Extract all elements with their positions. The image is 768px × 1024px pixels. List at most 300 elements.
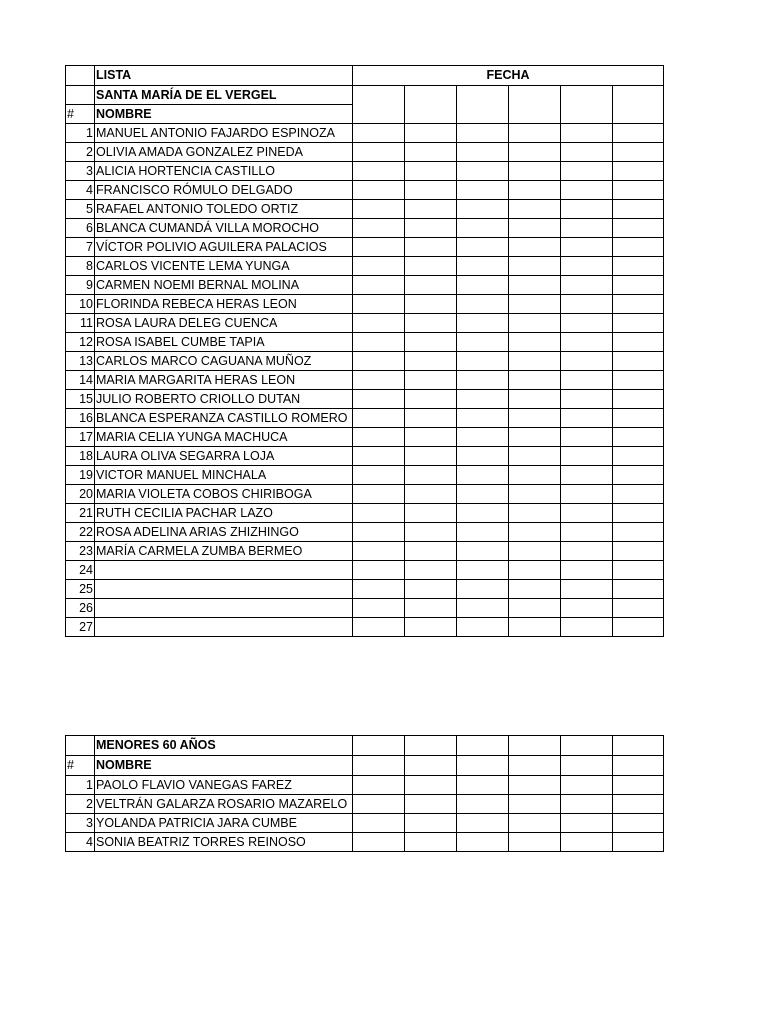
date-cell[interactable] bbox=[405, 561, 457, 580]
date-cell[interactable] bbox=[353, 485, 405, 504]
date-cell[interactable] bbox=[509, 86, 561, 124]
date-cell[interactable] bbox=[509, 833, 561, 852]
date-cell[interactable] bbox=[457, 295, 509, 314]
date-cell[interactable] bbox=[561, 162, 613, 181]
person-name: MANUEL ANTONIO FAJARDO ESPINOZA bbox=[95, 124, 353, 143]
date-cell[interactable] bbox=[613, 371, 664, 390]
date-cell[interactable] bbox=[613, 295, 664, 314]
date-cell[interactable] bbox=[457, 814, 509, 833]
date-cell[interactable] bbox=[457, 409, 509, 428]
date-cell[interactable] bbox=[353, 599, 405, 618]
date-cell[interactable] bbox=[561, 238, 613, 257]
date-cell[interactable] bbox=[405, 756, 457, 776]
date-cell[interactable] bbox=[509, 352, 561, 371]
date-cell[interactable] bbox=[613, 200, 664, 219]
date-cell[interactable] bbox=[509, 409, 561, 428]
table-row bbox=[66, 143, 664, 162]
date-cell[interactable] bbox=[613, 618, 664, 637]
person-name bbox=[95, 618, 353, 637]
row-number: 2 bbox=[66, 795, 95, 814]
date-cell[interactable] bbox=[353, 390, 405, 409]
date-cell[interactable] bbox=[353, 756, 405, 776]
date-cell[interactable] bbox=[561, 580, 613, 599]
date-cell[interactable] bbox=[613, 162, 664, 181]
date-cell[interactable] bbox=[561, 756, 613, 776]
date-cell[interactable] bbox=[405, 599, 457, 618]
date-cell[interactable] bbox=[353, 276, 405, 295]
date-cell[interactable] bbox=[561, 542, 613, 561]
date-cell[interactable] bbox=[509, 428, 561, 447]
row-number: 3 bbox=[66, 162, 95, 181]
person-name: ROSA LAURA DELEG CUENCA bbox=[95, 314, 353, 333]
person-name: VELTRÁN GALARZA ROSARIO MAZARELO bbox=[95, 795, 353, 814]
name-column-header: NOMBRE bbox=[95, 105, 353, 124]
date-cell[interactable] bbox=[405, 390, 457, 409]
row-number: 17 bbox=[66, 428, 95, 447]
date-cell[interactable] bbox=[509, 371, 561, 390]
table-row bbox=[66, 219, 664, 238]
table-row bbox=[66, 523, 664, 542]
date-cell[interactable] bbox=[561, 257, 613, 276]
date-cell[interactable] bbox=[405, 795, 457, 814]
blank-cell bbox=[66, 736, 95, 756]
person-name: FRANCISCO RÓMULO DELGADO bbox=[95, 181, 353, 200]
date-cell[interactable] bbox=[561, 276, 613, 295]
date-cell[interactable] bbox=[457, 143, 509, 162]
date-cell[interactable] bbox=[613, 124, 664, 143]
date-cell[interactable] bbox=[457, 181, 509, 200]
date-cell[interactable] bbox=[405, 542, 457, 561]
group-title: MENORES 60 AÑOS bbox=[95, 736, 353, 756]
row-number: 6 bbox=[66, 219, 95, 238]
date-cell[interactable] bbox=[353, 523, 405, 542]
date-cell[interactable] bbox=[353, 371, 405, 390]
date-cell[interactable] bbox=[613, 599, 664, 618]
date-cell[interactable] bbox=[613, 352, 664, 371]
row-number: 4 bbox=[66, 181, 95, 200]
date-cell[interactable] bbox=[353, 200, 405, 219]
date-cell[interactable] bbox=[561, 86, 613, 124]
date-cell[interactable] bbox=[353, 580, 405, 599]
date-cell[interactable] bbox=[509, 523, 561, 542]
date-cell[interactable] bbox=[353, 776, 405, 795]
row-number: 20 bbox=[66, 485, 95, 504]
person-name: OLIVIA AMADA GONZALEZ PINEDA bbox=[95, 143, 353, 162]
date-cell[interactable] bbox=[457, 736, 509, 756]
date-cell[interactable] bbox=[457, 485, 509, 504]
row-number: 12 bbox=[66, 333, 95, 352]
date-cell[interactable] bbox=[353, 295, 405, 314]
date-cell[interactable] bbox=[509, 276, 561, 295]
date-cell[interactable] bbox=[613, 238, 664, 257]
date-cell[interactable] bbox=[509, 238, 561, 257]
date-cell[interactable] bbox=[561, 447, 613, 466]
date-cell[interactable] bbox=[405, 618, 457, 637]
table-row bbox=[66, 504, 664, 523]
table-row bbox=[66, 257, 664, 276]
attendance-table-body bbox=[66, 66, 664, 637]
date-cell[interactable] bbox=[353, 409, 405, 428]
date-cell[interactable] bbox=[405, 504, 457, 523]
table-row bbox=[66, 833, 664, 852]
date-cell[interactable] bbox=[353, 504, 405, 523]
date-cell[interactable] bbox=[613, 580, 664, 599]
date-cell[interactable] bbox=[561, 428, 613, 447]
date-cell[interactable] bbox=[509, 580, 561, 599]
date-cell[interactable] bbox=[405, 219, 457, 238]
name-column-header: NOMBRE bbox=[95, 756, 353, 776]
date-cell[interactable] bbox=[509, 314, 561, 333]
date-cell[interactable] bbox=[457, 276, 509, 295]
date-cell[interactable] bbox=[405, 295, 457, 314]
person-name bbox=[95, 599, 353, 618]
date-cell[interactable] bbox=[509, 599, 561, 618]
date-cell[interactable] bbox=[509, 447, 561, 466]
date-cell[interactable] bbox=[509, 795, 561, 814]
date-cell[interactable] bbox=[561, 295, 613, 314]
date-cell[interactable] bbox=[613, 314, 664, 333]
date-cell[interactable] bbox=[561, 485, 613, 504]
date-cell[interactable] bbox=[613, 466, 664, 485]
date-cell[interactable] bbox=[353, 238, 405, 257]
row-number: 13 bbox=[66, 352, 95, 371]
date-cell[interactable] bbox=[613, 485, 664, 504]
row-number: 4 bbox=[66, 833, 95, 852]
person-name: ROSA ADELINA ARIAS ZHIZHINGO bbox=[95, 523, 353, 542]
date-cell[interactable] bbox=[457, 523, 509, 542]
blank-cell bbox=[66, 86, 95, 105]
date-cell[interactable] bbox=[509, 257, 561, 276]
date-cell[interactable] bbox=[613, 833, 664, 852]
date-cell[interactable] bbox=[353, 162, 405, 181]
date-cell[interactable] bbox=[353, 428, 405, 447]
date-cell[interactable] bbox=[613, 561, 664, 580]
date-cell[interactable] bbox=[457, 200, 509, 219]
date-cell[interactable] bbox=[613, 504, 664, 523]
date-cell[interactable] bbox=[613, 776, 664, 795]
date-cell[interactable] bbox=[353, 333, 405, 352]
date-cell[interactable] bbox=[509, 776, 561, 795]
date-cell[interactable] bbox=[509, 390, 561, 409]
date-cell[interactable] bbox=[457, 756, 509, 776]
row-number: 22 bbox=[66, 523, 95, 542]
person-name: MARIA MARGARITA HERAS LEON bbox=[95, 371, 353, 390]
date-cell[interactable] bbox=[353, 219, 405, 238]
date-cell[interactable] bbox=[353, 542, 405, 561]
date-cell[interactable] bbox=[405, 833, 457, 852]
date-cell[interactable] bbox=[353, 736, 405, 756]
date-cell[interactable] bbox=[561, 409, 613, 428]
date-cell[interactable] bbox=[457, 466, 509, 485]
date-cell[interactable] bbox=[561, 352, 613, 371]
row-number: 27 bbox=[66, 618, 95, 637]
row-number: 1 bbox=[66, 776, 95, 795]
corner-cell bbox=[66, 66, 95, 86]
date-cell[interactable] bbox=[509, 756, 561, 776]
date-cell[interactable] bbox=[509, 124, 561, 143]
date-header: FECHA bbox=[353, 66, 664, 86]
date-cell[interactable] bbox=[561, 618, 613, 637]
group-title: SANTA MARÍA DE EL VERGEL bbox=[95, 86, 353, 105]
date-cell[interactable] bbox=[457, 447, 509, 466]
date-cell[interactable] bbox=[405, 736, 457, 756]
person-name: YOLANDA PATRICIA JARA CUMBE bbox=[95, 814, 353, 833]
table-row bbox=[66, 561, 664, 580]
date-cell[interactable] bbox=[353, 618, 405, 637]
date-cell[interactable] bbox=[561, 390, 613, 409]
date-cell[interactable] bbox=[457, 314, 509, 333]
row-number: 23 bbox=[66, 542, 95, 561]
table-row bbox=[66, 200, 664, 219]
date-cell[interactable] bbox=[457, 561, 509, 580]
row-number: 8 bbox=[66, 257, 95, 276]
date-cell[interactable] bbox=[457, 371, 509, 390]
date-cell[interactable] bbox=[353, 352, 405, 371]
table-row bbox=[66, 776, 664, 795]
person-name: VICTOR MANUEL MINCHALA bbox=[95, 466, 353, 485]
group-title-row bbox=[66, 736, 664, 756]
date-cell[interactable] bbox=[509, 295, 561, 314]
date-cell[interactable] bbox=[613, 542, 664, 561]
date-cell[interactable] bbox=[561, 599, 613, 618]
date-cell[interactable] bbox=[353, 447, 405, 466]
date-cell[interactable] bbox=[509, 485, 561, 504]
table-row bbox=[66, 428, 664, 447]
column-header-row bbox=[66, 756, 664, 776]
date-cell[interactable] bbox=[457, 599, 509, 618]
person-name: RUTH CECILIA PACHAR LAZO bbox=[95, 504, 353, 523]
person-name: FLORINDA REBECA HERAS LEON bbox=[95, 295, 353, 314]
date-cell[interactable] bbox=[405, 200, 457, 219]
date-cell[interactable] bbox=[457, 86, 509, 124]
number-column-header: # bbox=[66, 105, 95, 124]
date-cell[interactable] bbox=[405, 124, 457, 143]
table-row bbox=[66, 485, 664, 504]
date-cell[interactable] bbox=[561, 814, 613, 833]
date-cell[interactable] bbox=[509, 561, 561, 580]
date-cell[interactable] bbox=[613, 181, 664, 200]
table-row bbox=[66, 314, 664, 333]
date-cell[interactable] bbox=[405, 776, 457, 795]
row-number: 11 bbox=[66, 314, 95, 333]
date-cell[interactable] bbox=[509, 143, 561, 162]
date-cell[interactable] bbox=[353, 143, 405, 162]
date-cell[interactable] bbox=[457, 504, 509, 523]
attendance-table-menores-60 bbox=[65, 735, 664, 852]
table-row bbox=[66, 333, 664, 352]
date-cell[interactable] bbox=[457, 580, 509, 599]
date-cell[interactable] bbox=[353, 124, 405, 143]
row-number: 16 bbox=[66, 409, 95, 428]
date-cell[interactable] bbox=[561, 219, 613, 238]
date-cell[interactable] bbox=[561, 561, 613, 580]
person-name: CARMEN NOEMI BERNAL MOLINA bbox=[95, 276, 353, 295]
date-cell[interactable] bbox=[457, 219, 509, 238]
date-cell[interactable] bbox=[561, 333, 613, 352]
row-number: 24 bbox=[66, 561, 95, 580]
date-cell[interactable] bbox=[353, 466, 405, 485]
date-cell[interactable] bbox=[353, 814, 405, 833]
date-cell[interactable] bbox=[613, 86, 664, 124]
date-cell[interactable] bbox=[405, 580, 457, 599]
table-row bbox=[66, 276, 664, 295]
date-cell[interactable] bbox=[509, 333, 561, 352]
date-cell[interactable] bbox=[509, 162, 561, 181]
date-cell[interactable] bbox=[353, 561, 405, 580]
date-cell[interactable] bbox=[405, 314, 457, 333]
date-cell[interactable] bbox=[405, 371, 457, 390]
date-cell[interactable] bbox=[405, 466, 457, 485]
table-row bbox=[66, 371, 664, 390]
date-cell[interactable] bbox=[509, 200, 561, 219]
date-cell[interactable] bbox=[613, 447, 664, 466]
date-cell[interactable] bbox=[561, 371, 613, 390]
date-cell[interactable] bbox=[613, 390, 664, 409]
date-cell[interactable] bbox=[613, 143, 664, 162]
table-row bbox=[66, 795, 664, 814]
date-cell[interactable] bbox=[405, 485, 457, 504]
date-cell[interactable] bbox=[405, 86, 457, 124]
table-row bbox=[66, 814, 664, 833]
date-cell[interactable] bbox=[561, 504, 613, 523]
date-cell[interactable] bbox=[561, 795, 613, 814]
person-name: MARIA CELIA YUNGA MACHUCA bbox=[95, 428, 353, 447]
date-cell[interactable] bbox=[405, 409, 457, 428]
table-row bbox=[66, 542, 664, 561]
person-name bbox=[95, 561, 353, 580]
date-cell[interactable] bbox=[613, 756, 664, 776]
date-cell[interactable] bbox=[457, 238, 509, 257]
table-row bbox=[66, 162, 664, 181]
table-row bbox=[66, 352, 664, 371]
date-cell[interactable] bbox=[613, 276, 664, 295]
date-cell[interactable] bbox=[509, 504, 561, 523]
attendance-table-santa-maria bbox=[65, 65, 664, 637]
row-number: 26 bbox=[66, 599, 95, 618]
row-number: 5 bbox=[66, 200, 95, 219]
table-row bbox=[66, 618, 664, 637]
date-cell[interactable] bbox=[613, 333, 664, 352]
table-row bbox=[66, 447, 664, 466]
date-cell[interactable] bbox=[405, 352, 457, 371]
table-row bbox=[66, 466, 664, 485]
date-cell[interactable] bbox=[613, 736, 664, 756]
date-cell[interactable] bbox=[509, 219, 561, 238]
date-cell[interactable] bbox=[405, 238, 457, 257]
date-cell[interactable] bbox=[509, 542, 561, 561]
date-cell[interactable] bbox=[457, 428, 509, 447]
date-cell[interactable] bbox=[457, 618, 509, 637]
table-row bbox=[66, 409, 664, 428]
date-cell[interactable] bbox=[561, 143, 613, 162]
date-cell[interactable] bbox=[353, 833, 405, 852]
table-row bbox=[66, 181, 664, 200]
date-cell[interactable] bbox=[509, 736, 561, 756]
date-cell[interactable] bbox=[405, 333, 457, 352]
date-cell[interactable] bbox=[457, 333, 509, 352]
date-cell[interactable] bbox=[613, 523, 664, 542]
date-cell[interactable] bbox=[509, 618, 561, 637]
date-cell[interactable] bbox=[353, 257, 405, 276]
table-row bbox=[66, 599, 664, 618]
date-cell[interactable] bbox=[405, 523, 457, 542]
date-cell[interactable] bbox=[561, 314, 613, 333]
date-cell[interactable] bbox=[405, 162, 457, 181]
table-row bbox=[66, 295, 664, 314]
date-cell[interactable] bbox=[457, 542, 509, 561]
date-cell[interactable] bbox=[457, 352, 509, 371]
date-cell[interactable] bbox=[613, 257, 664, 276]
date-cell[interactable] bbox=[613, 219, 664, 238]
date-cell[interactable] bbox=[457, 833, 509, 852]
person-name: JULIO ROBERTO CRIOLLO DUTAN bbox=[95, 390, 353, 409]
date-cell[interactable] bbox=[613, 428, 664, 447]
date-cell[interactable] bbox=[353, 795, 405, 814]
date-cell[interactable] bbox=[405, 428, 457, 447]
date-cell[interactable] bbox=[613, 814, 664, 833]
date-cell[interactable] bbox=[405, 143, 457, 162]
row-number: 7 bbox=[66, 238, 95, 257]
date-cell[interactable] bbox=[353, 181, 405, 200]
date-cell[interactable] bbox=[353, 314, 405, 333]
date-cell[interactable] bbox=[561, 776, 613, 795]
date-cell[interactable] bbox=[561, 833, 613, 852]
person-name: LAURA OLIVA SEGARRA LOJA bbox=[95, 447, 353, 466]
date-cell[interactable] bbox=[509, 181, 561, 200]
date-cell[interactable] bbox=[405, 181, 457, 200]
attendance-table-body bbox=[66, 736, 664, 852]
table-row bbox=[66, 390, 664, 409]
person-name: BLANCA ESPERANZA CASTILLO ROMERO bbox=[95, 409, 353, 428]
date-cell[interactable] bbox=[509, 466, 561, 485]
date-cell[interactable] bbox=[457, 390, 509, 409]
date-cell[interactable] bbox=[405, 257, 457, 276]
person-name: BLANCA CUMANDÁ VILLA MOROCHO bbox=[95, 219, 353, 238]
date-cell[interactable] bbox=[561, 736, 613, 756]
date-cell[interactable] bbox=[509, 814, 561, 833]
date-cell[interactable] bbox=[561, 200, 613, 219]
group-title-row bbox=[66, 86, 664, 105]
date-cell[interactable] bbox=[561, 124, 613, 143]
person-name bbox=[95, 580, 353, 599]
date-cell[interactable] bbox=[457, 776, 509, 795]
row-number: 19 bbox=[66, 466, 95, 485]
person-name: RAFAEL ANTONIO TOLEDO ORTIZ bbox=[95, 200, 353, 219]
date-cell[interactable] bbox=[457, 795, 509, 814]
date-cell[interactable] bbox=[405, 276, 457, 295]
date-cell[interactable] bbox=[457, 257, 509, 276]
table-row bbox=[66, 238, 664, 257]
table-row bbox=[66, 580, 664, 599]
date-cell[interactable] bbox=[353, 86, 405, 124]
table-row bbox=[66, 124, 664, 143]
date-cell[interactable] bbox=[561, 523, 613, 542]
person-name: MARIA VIOLETA COBOS CHIRIBOGA bbox=[95, 485, 353, 504]
date-cell[interactable] bbox=[457, 162, 509, 181]
date-cell[interactable] bbox=[561, 181, 613, 200]
row-number: 9 bbox=[66, 276, 95, 295]
date-cell[interactable] bbox=[613, 795, 664, 814]
row-number: 3 bbox=[66, 814, 95, 833]
date-cell[interactable] bbox=[457, 124, 509, 143]
date-cell[interactable] bbox=[405, 447, 457, 466]
date-cell[interactable] bbox=[405, 814, 457, 833]
row-number: 1 bbox=[66, 124, 95, 143]
header-row bbox=[66, 66, 664, 86]
number-column-header: # bbox=[66, 756, 95, 776]
date-cell[interactable] bbox=[613, 409, 664, 428]
date-cell[interactable] bbox=[561, 466, 613, 485]
